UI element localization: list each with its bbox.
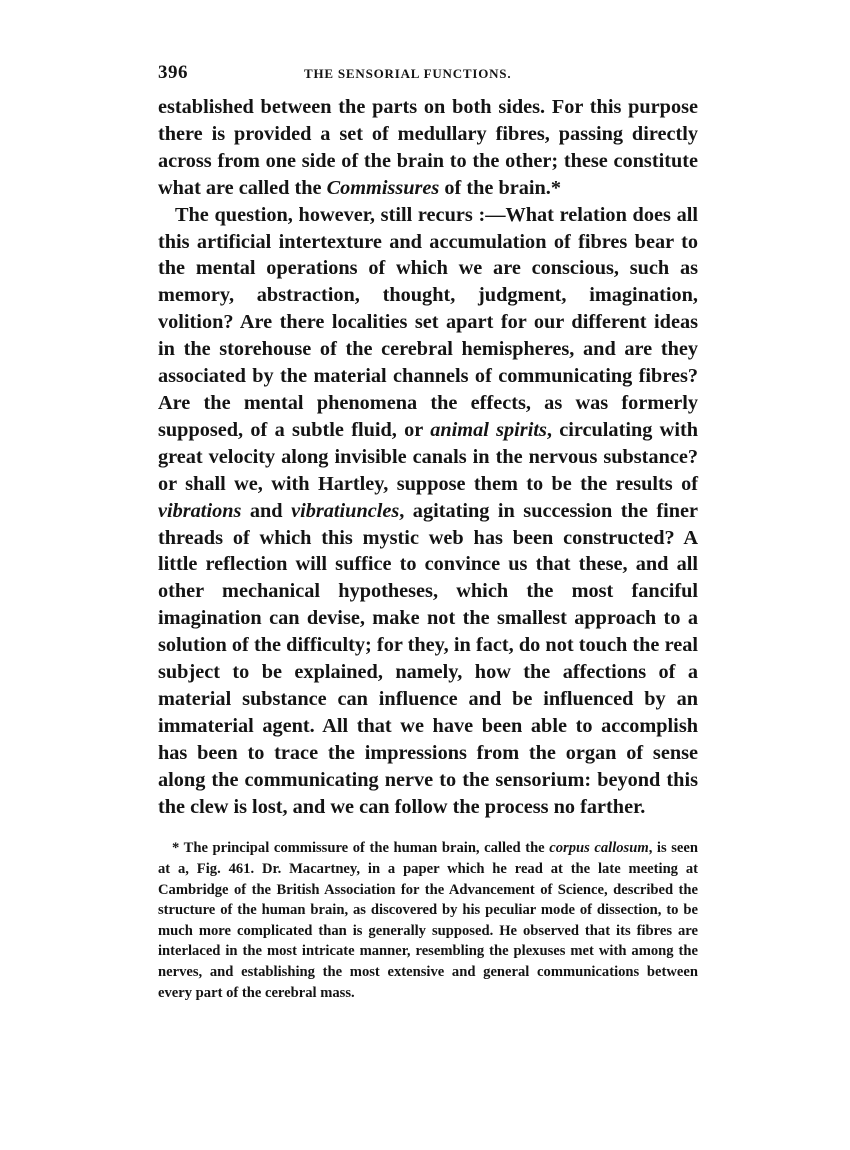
paragraph-2-italic-2: vibrations xyxy=(158,499,242,522)
running-title: THE SENSORIAL FUNCTIONS. xyxy=(304,66,512,81)
paragraph-1-text-a: established between the parts on both sides. For this purpose there is provided a set of medullary fibres, passing directly across from one side of the brain to the other; these constitute what are called the xyxy=(158,96,698,199)
paragraph-1-text-b: of the brain.* xyxy=(439,176,562,199)
paragraph-1 xyxy=(158,94,698,202)
paragraph-2-text-a: The question, however, still recurs :—What relation does all this artificial intertexture and accumulation of fibres bear to the mental operations of which we are conscious, such as memory, abstraction, thought, judgment, imagination, volition? Are there localities set apart for our different ideas in the storehouse of the cerebral hemispheres, and are they associated by the material channels of communicating fibres? Are the mental phenomena the effects, as was formerly supposed, of a subtle fluid, or xyxy=(158,203,698,441)
body-text xyxy=(158,94,698,820)
footnote-italic: corpus callosum xyxy=(549,840,649,857)
footnote-text-b: , is seen at a, Fig. 461. Dr. Macartney, in a paper which he read at the late meeting at Cambridge of the British Association for the Advancement of Science, described the structure of the human brain, as discovered by his peculiar mode of dissection, to be much more complicated than is generally supposed. He observed that its fibres are interlaced in the most intricate manner, resembling the plexuses met with among the nerves, and establishing the most extensive and general communications between every part of the cerebral mass. xyxy=(158,840,698,1001)
paragraph-2-italic-1: animal spirits xyxy=(430,418,547,441)
paragraph-2-italic-3: vibratiuncles xyxy=(291,499,400,522)
running-head xyxy=(158,58,698,88)
paragraph-2 xyxy=(158,202,698,821)
book-page xyxy=(158,58,698,1003)
paragraph-2-text-c: and xyxy=(241,499,292,522)
paragraph-2-text-b: , circulating with great velocity along invisible canals in the nervous substance? or shall we, with Hartley, suppose them to be the results of xyxy=(158,418,698,495)
paragraph-2-text-d: , agitating in succession the finer threads of which this mystic web has been constructed? A little reflection will suffice to convince us that these, and all other mechanical hypotheses, which the most fanciful imagination can devise, make not the smallest approach to a solution of the difficulty; for they, in fact, do not touch the real subject to be explained, namely, how the affections of a material substance can influence and be influenced by an immaterial agent. All that we have been able to accomplish has been to trace the impressions from the organ of sense along the communicating nerve to the sensorium: beyond this the clew is lost, and we can follow the process no farther. xyxy=(158,499,698,818)
footnote-paragraph xyxy=(158,838,698,1003)
footnote-text-a: * The principal commissure of the human brain, called the xyxy=(172,840,550,857)
paragraph-1-italic: Commissures xyxy=(326,176,440,199)
footnote xyxy=(158,838,698,1003)
page-number: 396 xyxy=(158,62,188,83)
